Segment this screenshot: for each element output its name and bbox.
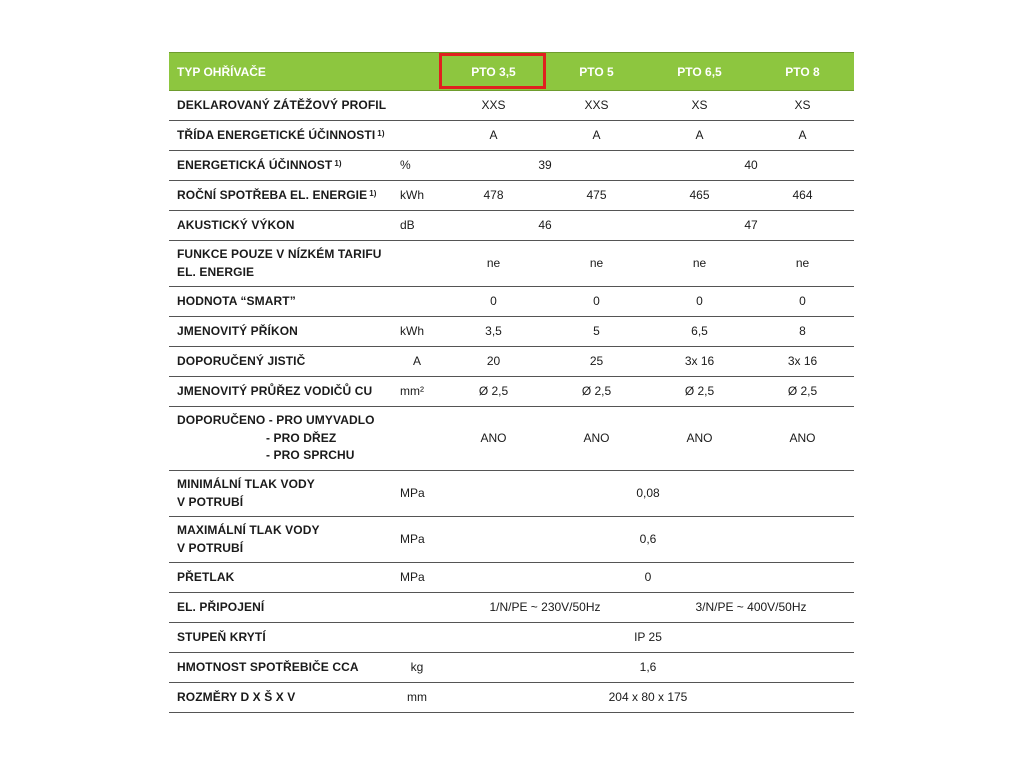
param-label: JMENOVITÝ PŘÍKON: [169, 317, 392, 347]
value-cell: ANO: [545, 407, 648, 471]
param-text: TŘÍDA ENERGETICKÉ ÚČINNOSTI: [177, 127, 376, 142]
footnote-ref: 1): [377, 128, 385, 138]
param-label: AKUSTICKÝ VÝKON: [169, 211, 392, 241]
param-line: MAXIMÁLNÍ TLAK VODY: [177, 523, 320, 537]
header-model-pto-5: PTO 5: [545, 53, 648, 91]
row-weight: [169, 653, 854, 683]
value-cell: Ø 2,5: [751, 377, 854, 407]
value-cell: IP 25: [442, 623, 854, 653]
row-breaker: [169, 347, 854, 377]
value-cell: 3/N/PE ~ 400V/50Hz: [648, 593, 854, 623]
unit-cell: [392, 241, 442, 287]
header-model-pto-8: PTO 8: [751, 53, 854, 91]
row-smart: [169, 287, 854, 317]
unit-cell: [392, 407, 442, 471]
footnote-ref: 1): [334, 158, 342, 168]
row-connection: [169, 593, 854, 623]
value-cell: 40: [648, 151, 854, 181]
param-line: FUNKCE POUZE V NÍZKÉM TARIFU: [177, 247, 382, 261]
unit-cell: [392, 623, 442, 653]
value-cell: 6,5: [648, 317, 751, 347]
row-acoustic: [169, 211, 854, 241]
value-cell: 47: [648, 211, 854, 241]
param-line: - PRO SPRCHU: [266, 448, 355, 463]
value-cell: 1/N/PE ~ 230V/50Hz: [442, 593, 648, 623]
param-label: [169, 407, 392, 471]
value-cell: 0: [545, 287, 648, 317]
param-label: PŘETLAK: [169, 563, 392, 593]
param-label: [169, 517, 392, 563]
row-overpressure: [169, 563, 854, 593]
param-line: MINIMÁLNÍ TLAK VODY: [177, 477, 315, 491]
row-min-pressure: [169, 471, 854, 517]
value-cell: 0: [751, 287, 854, 317]
unit-cell: [392, 593, 442, 623]
param-line: DOPORUČENO - PRO UMYVADLO: [177, 413, 375, 428]
header-row: [169, 53, 854, 91]
param-line: V POTRUBÍ: [177, 494, 244, 509]
param-label: EL. PŘIPOJENÍ: [169, 593, 392, 623]
row-cable: [169, 377, 854, 407]
param-text: ENERGETICKÁ ÚČINNOST: [177, 157, 333, 172]
param-label: ROZMĚRY D X Š X V: [169, 683, 392, 713]
param-label: DEKLAROVANÝ ZÁTĚŽOVÝ PROFIL: [169, 91, 392, 121]
row-consumption: [169, 181, 854, 211]
value-cell: 0: [442, 287, 545, 317]
value-cell: XXS: [545, 91, 648, 121]
row-dimensions: [169, 683, 854, 713]
value-cell: 3x 16: [751, 347, 854, 377]
header-model-pto-6-5: PTO 6,5: [648, 53, 751, 91]
param-label: DOPORUČENÝ JISTIČ: [169, 347, 392, 377]
unit-cell: MPa: [392, 517, 442, 563]
value-cell: 0: [648, 287, 751, 317]
unit-cell: MPa: [392, 471, 442, 517]
row-recommended: [169, 407, 854, 471]
value-cell: 46: [442, 211, 648, 241]
unit-cell: [392, 121, 442, 151]
value-cell: ne: [648, 241, 751, 287]
value-cell: 20: [442, 347, 545, 377]
unit-cell: [392, 287, 442, 317]
value-cell: ANO: [751, 407, 854, 471]
unit-cell: kWh: [392, 181, 442, 211]
unit-cell: dB: [392, 211, 442, 241]
param-line: V POTRUBÍ: [177, 540, 244, 555]
row-efficiency: [169, 151, 854, 181]
value-cell: A: [751, 121, 854, 151]
unit-cell: kg: [392, 653, 442, 683]
spec-table: [169, 52, 854, 713]
unit-cell: MPa: [392, 563, 442, 593]
header-unit: [392, 53, 442, 91]
value-cell: 1,6: [442, 653, 854, 683]
row-low-tariff: [169, 241, 854, 287]
value-cell: Ø 2,5: [545, 377, 648, 407]
param-label: HODNOTA “SMART”: [169, 287, 392, 317]
unit-cell: kWh: [392, 317, 442, 347]
param-label: [169, 121, 392, 151]
value-cell: 8: [751, 317, 854, 347]
value-cell: Ø 2,5: [442, 377, 545, 407]
param-label: [169, 241, 392, 287]
value-cell: ANO: [648, 407, 751, 471]
unit-cell: mm²: [392, 377, 442, 407]
row-energy-class: [169, 121, 854, 151]
value-cell: Ø 2,5: [648, 377, 751, 407]
unit-cell: mm: [392, 683, 442, 713]
value-cell: 465: [648, 181, 751, 211]
value-cell: 3x 16: [648, 347, 751, 377]
value-cell: 25: [545, 347, 648, 377]
value-cell: XS: [751, 91, 854, 121]
value-cell: 475: [545, 181, 648, 211]
value-cell: 0: [442, 563, 854, 593]
value-cell: 0,08: [442, 471, 854, 517]
footnote-ref: 1): [369, 188, 377, 198]
param-text: ROČNÍ SPOTŘEBA EL. ENERGIE: [177, 187, 368, 202]
param-label: [169, 181, 392, 211]
value-cell: ne: [442, 241, 545, 287]
value-cell: ne: [751, 241, 854, 287]
row-profile: [169, 91, 854, 121]
value-cell: 204 x 80 x 175: [442, 683, 854, 713]
param-label: JMENOVITÝ PRŮŘEZ VODIČŮ CU: [169, 377, 392, 407]
value-cell: A: [442, 121, 545, 151]
row-power: [169, 317, 854, 347]
unit-cell: %: [392, 151, 442, 181]
value-cell: A: [545, 121, 648, 151]
param-line: - PRO DŘEZ: [266, 430, 337, 445]
row-max-pressure: [169, 517, 854, 563]
param-label: HMOTNOST SPOTŘEBIČE CCA: [169, 653, 392, 683]
param-label: STUPEŇ KRYTÍ: [169, 623, 392, 653]
param-line: EL. ENERGIE: [177, 264, 255, 279]
value-cell: 5: [545, 317, 648, 347]
unit-cell: A: [392, 347, 442, 377]
value-cell: 464: [751, 181, 854, 211]
value-cell: ne: [545, 241, 648, 287]
header-param: TYP OHŘÍVAČE: [169, 53, 392, 91]
value-cell: ANO: [442, 407, 545, 471]
value-cell: 478: [442, 181, 545, 211]
value-cell: 3,5: [442, 317, 545, 347]
header-model-pto-3-5: PTO 3,5: [442, 53, 545, 91]
value-cell: XXS: [442, 91, 545, 121]
value-cell: 39: [442, 151, 648, 181]
unit-cell: [392, 91, 442, 121]
value-cell: 0,6: [442, 517, 854, 563]
param-label: [169, 471, 392, 517]
param-label: [169, 151, 392, 181]
value-cell: XS: [648, 91, 751, 121]
value-cell: A: [648, 121, 751, 151]
row-ip: [169, 623, 854, 653]
